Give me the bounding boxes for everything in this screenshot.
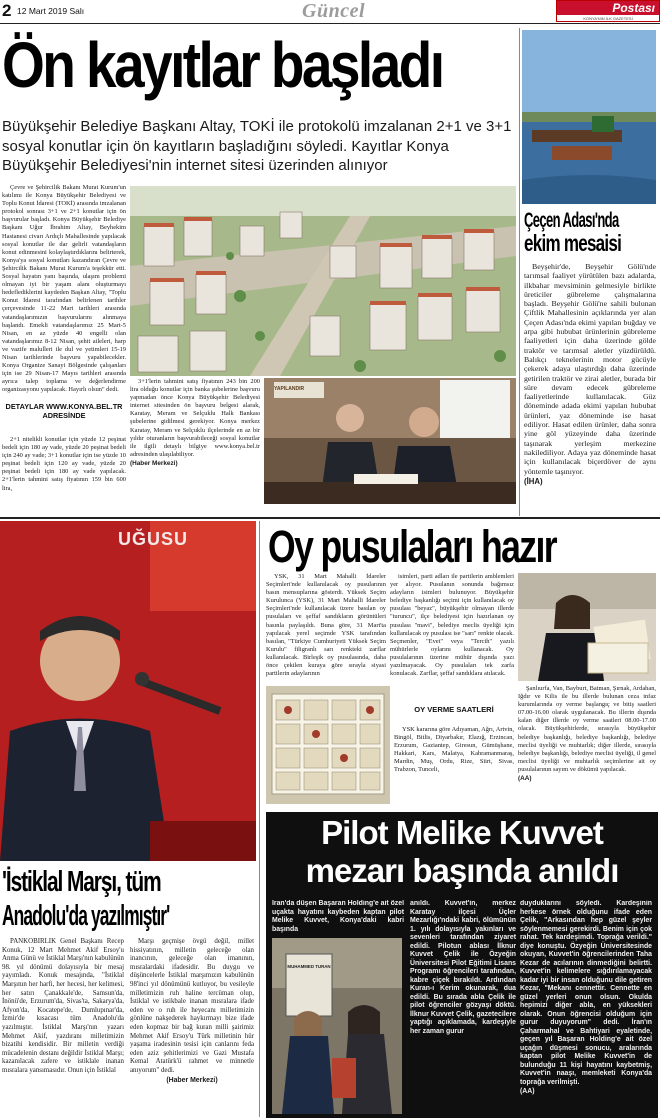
details-subhead: DETAYLAR WWW.KONYA.BEL.TR ADRESİNDE xyxy=(5,402,123,420)
headline-oy-pusulalari: Oy pusulaları hazır xyxy=(268,521,557,572)
ballot-sheet-image xyxy=(266,686,390,804)
grave-visit-photo xyxy=(272,938,402,1114)
pilot-article-box xyxy=(266,812,658,1118)
page-number: 2 xyxy=(2,1,12,20)
article5-column3 xyxy=(520,900,652,1114)
article1-column2 xyxy=(130,378,260,510)
article1-col2-text: 3+1'lerin tahmini satış fiyatının 243 bin 200 lira olduğu konutlar için banka şubelerine başvuru yapmadan önce Konya Büyükşehir Belediyesi internet sitesinden ön başvuru belgesi alarak, Karatay, Meram ve Selçuklu Halk Bankası şubelerine gidilmesi gerekiyor. Konya merkez Karatay, Meram ve Selçuklu ilçelerinde en az bir yıldır oturanların başvurabileceği sosyal konutlar ile ilgili detaylı bilgiye www.konya.bel.tr adresinden ulaşılabiliyor. xyxy=(130,378,260,458)
ballot-woman-photo xyxy=(518,573,656,681)
headline-pilot-line2: mezarı başında anıldı xyxy=(305,852,619,889)
voting-hours-subhead: OY VERME SAATLERİ xyxy=(414,705,494,714)
headline-istiklal-line1: 'İstiklal Marşı, tüm xyxy=(2,866,161,898)
deck-on-kayitlar: Büyükşehir Belediye Başkanı Altay, TOKİ ile protokolü imzalanan 2+1 ve 3+1 sosyal konutlar için ön kayıtların başladığını söyledi. Kayıtlar Konya Büyükşehir Belediyesi'nin internet sitesi üzerinden alınıyor xyxy=(2,118,512,174)
headline-on-kayitlar: Ön kayıtlar başladı xyxy=(2,29,443,101)
article4-column1 xyxy=(2,938,124,1116)
section-title: Güncel xyxy=(302,0,365,22)
article3-col2-text: isimleri, parti adları ile partilerin amblemleri yer alıyor. Pusulanın sonunda bağımsız adayların isimleri bulunuyor. Büyükşehir belediye başkanlığı seçimi için kullanılacak oy pusulası "beyaz", büyükşehir olmayan illerde "turuncu", ilçe belediyesi için hazırlanan oy pusulası "mavi", belediye meclis üyeliği için kullanılacak oy pusulası ise "sarı" renkte olacak. Seçmenler, "Evet" veya "Tercih" yazılı mühürlerle oylarını kullanacak. Oy pusulalarının üzerine mühür dışında yazı yazılmayacak. Oy pusulaları tek zarfa konulacak. Zarflar, şeffaf sandıklara atılacak. xyxy=(390,573,514,678)
page-header xyxy=(0,0,660,24)
article3-byline: (AA) xyxy=(518,775,532,783)
issue-date: 12 Mart 2019 Salı xyxy=(17,6,85,16)
article3-col3-text: Şanlıurfa, Van, Bayburt, Batman, Şırnak, Ardahan, Iğdır ve Kilis ile bu illerde bulunan ceza infaz kurumlarında oy verme başlangıç ve bitiş saatleri 07.00-16.00 olarak uygulanacak. Bu illerin dışında kalan diğer illerde oy verme saatleri 08.00-17.00 olacak. Büyükşehirlerde, sırasıyla büyükşehir belediye başkanlığı, belediye başkanlığı, belediye meclisi üyeliği ve muhtarlık; diğer illerde, sırasıyla belediye başkanlığı, belediye meclisi üyeliği, il genel meclisi üyeliği ve muhtarlık seçimlerine ait oy pusulalarının sayım ve dökümü yapılacak. xyxy=(518,685,656,773)
divider-horizontal xyxy=(0,517,660,519)
konuk-portrait-photo xyxy=(0,521,256,861)
article2-body-text: Beyşehir'de, Beyşehir Gölü'nde tarımsal faaliyet yürütülen bazı adalarda, ilkbahar mevsiminin gelmesiyle birlikte üreticiler gübreleme çalışmalarına başladı. Beyşehir Gölü'ne sahili bulunan Çiftlik Mahallesinin açıklarında yer alan Çeçen Adası'nda ekimi yapılan buğday ve arpa gibi hububat ürünlerinin gübreleme faaliyetleri için daha üzerinde gölde traktör ve tarımsal aletler yüzdürüldü. Balıkçı teknelerinin motor gücüyle çekerek adaya ulaştırdığı daha üzerinde getirilen traktör ve zirai aletler, burada bir süre devam edecek gübreleme faaliyetlerinde kullanılacak. Güz döneminde adada ekimi yapılan hububat ürünleri, yaz döneminde ise hasat ediliyor. Hasat edilen ürünler, daha sonra yine göl yüzeyinde daha üzerinde taşınarak yerleşim merkezine nakilediliyor. Adaya yaz döneminde hasat için kullanılacak biçerdöver de aynı yöntemle taşınıyor. xyxy=(524,262,656,476)
article2-byline: (İHA) xyxy=(524,476,543,486)
article1-column1 xyxy=(2,184,126,402)
protocol-signing-image xyxy=(264,378,516,504)
headline-pilot-line1: Pilot Melike Kuvvet xyxy=(321,814,603,851)
article5-col2-text: anıldı. Kuvvet'in, merkez Karatay ilçesi Üçler Mezarlığı'ndaki kabri, ölümünün 1. yılı dolayısıyla yakınları ve sevenleri tarafından ziyaret edildi. Pilotun ablası İlknur Kuvvet Çelik ile Özyeğin Üniversitesi Pilot Eğitimi Lisans Programı öğrencileri tarafından, kabre çiçek bırakıldı. Ardından Kuran-ı Kerim okunarak, dua edildi. Bu sırada abla Çelik ile pilot öğrenciler gözyaşı döktü. İlknur Kuvvet Çelik, gazetecilere yaptığı açıklamada, kardeşiyle her zaman gurur xyxy=(410,900,516,1035)
headline-istiklal-line2: Anadolu'da yazılmıştır' xyxy=(2,900,170,932)
protocol-sign-text: YAPILANDIR xyxy=(274,386,305,392)
konuk-portrait-image xyxy=(0,521,256,861)
ballot-sheet-photo xyxy=(266,686,390,804)
article5-column2 xyxy=(410,900,516,1114)
article4-col2-text: Marşı geçmişe övgü değil, millet hissiyatının, milletin geleceğe olan inancının, geleceğe olan imanının, mısralardaki ifadesidir. Bu duygu ve düşüncelerle İstiklal marşımızın kabulünün 98'inci yıl dönümünü kutluyor, bu vesileyle milletimizin ruh haline tercüman olup, İstiklal ve istikbale inanan mısralara ifade eden ve o ruh ile heyecanı milletimizin gönlüne nakşederek haykırmayı bize ifade eden kopmaz bir bağ kuran milli şairimiz Mehmet Akif Ersoy'u Türk milletinin hür yaşama iradesinin tesisi için canlarını feda eden aziz şehitlerimizi ve Gazi Mustafa Kemal Atatürk'ü rahmet ve minnetle anıyorum" dedi. xyxy=(130,938,254,1074)
cecen-island-photo xyxy=(522,30,656,204)
logo-text: Postası xyxy=(557,1,659,15)
headline-cecen-line2: ekim mesaisi xyxy=(524,230,622,256)
article3-column1 xyxy=(266,573,386,683)
logo-subtitle: KONYA'NIN İLK GAZETESİ xyxy=(583,16,633,21)
article1-col1-text: Çevre ve Şehircilik Bakanı Murat Kurum'un katılımı ile Konya Büyükşehir Belediyesi ve Toplu Konut İdaresi (TOKİ) arasında imzalanan protokol sonrası 3+1 ve 2+1 konutlar için ön başvurular başladı. Konya Büyükşehir Belediye Başkanı Uğur İbrahim Altay, Beyhekim Hastanesi civarı Ardıçlı Mahallesinde yapılacak sosyal konutlar ile dar gelirli vatandaşların konut edinmesini kolaylaştırdıklarını belirterek, Konya'ya sosyal konutları kazandıran Çevre ve Şehircilik Bakanı Murat Kurum'a teşekkür etti. Sosyal hayatın yanı başında, ulaşım problemi olmayan iyi bir yaşam alanı oluşturmayı hedeflediklerini kaydeden Başkan Altay, "Toplu Konut İdaresi tarafından belirlenen tarihler çerçevesinde 11-22 Mart tarihleri arasında vatandaşlarımızın başvurularını alınmaya başlandı. Emekli vatandaşlarımız 25 Mart-5 Nisan, en az yüzde 40 engelli olan vatandaşlarımız 8-12 Nisan, şehit aileleri, harp ve vazife malulleri ile dul ve yetimleri 15-19 Nisan tarihlerinde başvuru yapabilecekler. Konya Organize Sanayi Bölgesinde çalışanları için ise 29 Nisan-17 Mayıs tarihleri arasında ayrıca talep toplama ve değerlendirme organizasyonu yapılacak. Hayırlı olsun" dedi. xyxy=(2,184,126,394)
article3-column2b xyxy=(394,726,514,810)
grave-sign-text: MUHAMMED TURAN xyxy=(287,964,331,969)
article1-byline: (Haber Merkezi) xyxy=(130,459,178,467)
article3-col2b-text: YSK kararına göre Adıyaman, Ağrı, Artvin, Bingöl, Bitlis, Diyarbakır, Elazığ, Erzincan, Erzurum, Gaziantep, Giresun, Gümüşhane, Hakkari, Kars, Malatya, Kahramanmaraş, Mardin, Muş, Ordu, Rize, Siirt, Sivas, Trabzon, Tunceli, xyxy=(394,726,514,774)
article1-col1b-text: 2+1 nitelikli konutlar için yüzde 12 peşinat bedeli için 180 ay vade, yüzde 20 peşinat bedeli için 240 ay vade; 3+1 konutlar için ise yüzde 10 peşinat bedeli için 120 ay vade, yüzde 20 peşinat bedeli için 180 ay vade yapılacak. 2+1'lerin tahmini satış fiyatının 159 bin 600 lira, xyxy=(2,436,126,492)
housing-render-photo xyxy=(130,186,516,376)
ballot-woman-image xyxy=(518,573,656,681)
banner-sign-text: UĞUSU xyxy=(118,529,189,549)
article3-column2 xyxy=(390,573,514,703)
article4-byline: (Haber Merkezi) xyxy=(166,1076,218,1084)
article1-column1b xyxy=(2,436,126,512)
article5-byline: (AA) xyxy=(520,1088,535,1095)
divider-vertical-right xyxy=(519,28,520,516)
article5-column1 xyxy=(272,900,404,936)
newspaper-logo xyxy=(556,0,660,22)
protocol-signing-photo xyxy=(264,378,516,504)
headline-cecen-line1: Çeçen Adası'nda xyxy=(524,209,619,232)
cecen-island-image xyxy=(522,30,656,204)
article3-col1-text: YSK, 31 Mart Mahalli İdareler Seçimleri'nde kullanılacak oy pusularının basın mensuplarına gösterdi. Yüksek Seçim Kurulunca (YSK), 31 Mart Mahalli İdareler Seçimleri'nde kullanılacak üzere basılan oy pusulaları ve şeffaf sandıkların görüntüleri basınla paylaşıldı. Buna göre, 31 Mart'ta yapılacak yerel seçimde YSK tarafından basılan, "Türkiye Cumhuriyeti Yüksek Seçim Kurulu" filigranlı sarı renkteki zarflar kullanılacak. Birleşik oy pusulasında, daha önce çekilen kuraya göre sırayla siyasi partilerin adaylarının xyxy=(266,573,386,678)
article4-col1-text: PANKOBİRLİK Genel Başkanı Recep Konuk, 12 Mart Mehmet Akif Ersoy'u Anma Günü ve İstiklal Marşı'nın kabulünün 98. yıl dönümü dolayısıyla bir mesaj yayımladı. Konuk mesajında, "İstiklal Marşının her harfi, her hecesi, her kelimesi, her satırı Çanakkale'de, Samsun'da, İnönü'de, Erzurum'da, Sivas'ta, Sakarya'da, Afyon'da, Kocatepe'de, Dumlupınar'da, İzmir'de kısacası tüm Anadolu'da yazılmıştır. İstiklal Marşı'nın yazarı Mehmet Akif, yazdıranı milletimizin bizatihi kendisidir. Bir milletin verdiği mücadelenin destanı değildir İstiklal Marşı; kazanılacak zafere ve istiklale inanan mısralara yansımasıdır. Onun için İstiklal xyxy=(2,938,124,1074)
article4-column2 xyxy=(130,938,254,1116)
article5-col1-text: İran'da düşen Başaran Holding'e ait özel uçakta hayatını kaybeden kaptan pilot Melike Kuvvet, Konya'daki kabri başında xyxy=(272,900,404,933)
article3-column3 xyxy=(518,685,656,809)
article5-col3-text: duyduklarını söyledi. Kardeşinin herkese örnek olduğunu ifade eden Çelik, "Arkasından hep güzel şeyler söylenmemesi gerekirdi. Benim için çok rahat. Tek kardeşimdi. Toprağa verildi." diye konuştu. Özyeğin Üniversitesinde okuyan, Kuvvet'in öğrencilerinden Taha Kezar de acılarının dinmediğini belirtti. Kuvvet'in kelimelere sığdırılamayacak kadar iyi bir insan olduğunu dile getiren Kezar, "Mekanı cennettir. Cennette en güzel yerleri onun olsun. Okulda hepimizi diğer abla, en yüksekleri olarak. Onun öğrencisi olduğum için gurur duyuyorum" dedi. İran'ın Çaharmahal ve Bahtiyari eyaletinde, geçen yıl Başaran Holding'e ait özel uçağın düşmesi sonucu, aralarında kaptan pilot Melike Kuvvet'in de bulunduğu 11 kişi hayatını kaybetmiş, Kuvvet'in naaşı, memleketi Konya'da toprağa verilmişti. xyxy=(520,900,652,1086)
divider-vertical-left xyxy=(259,521,260,1117)
housing-render-image xyxy=(130,186,516,376)
article2-body xyxy=(524,262,656,498)
